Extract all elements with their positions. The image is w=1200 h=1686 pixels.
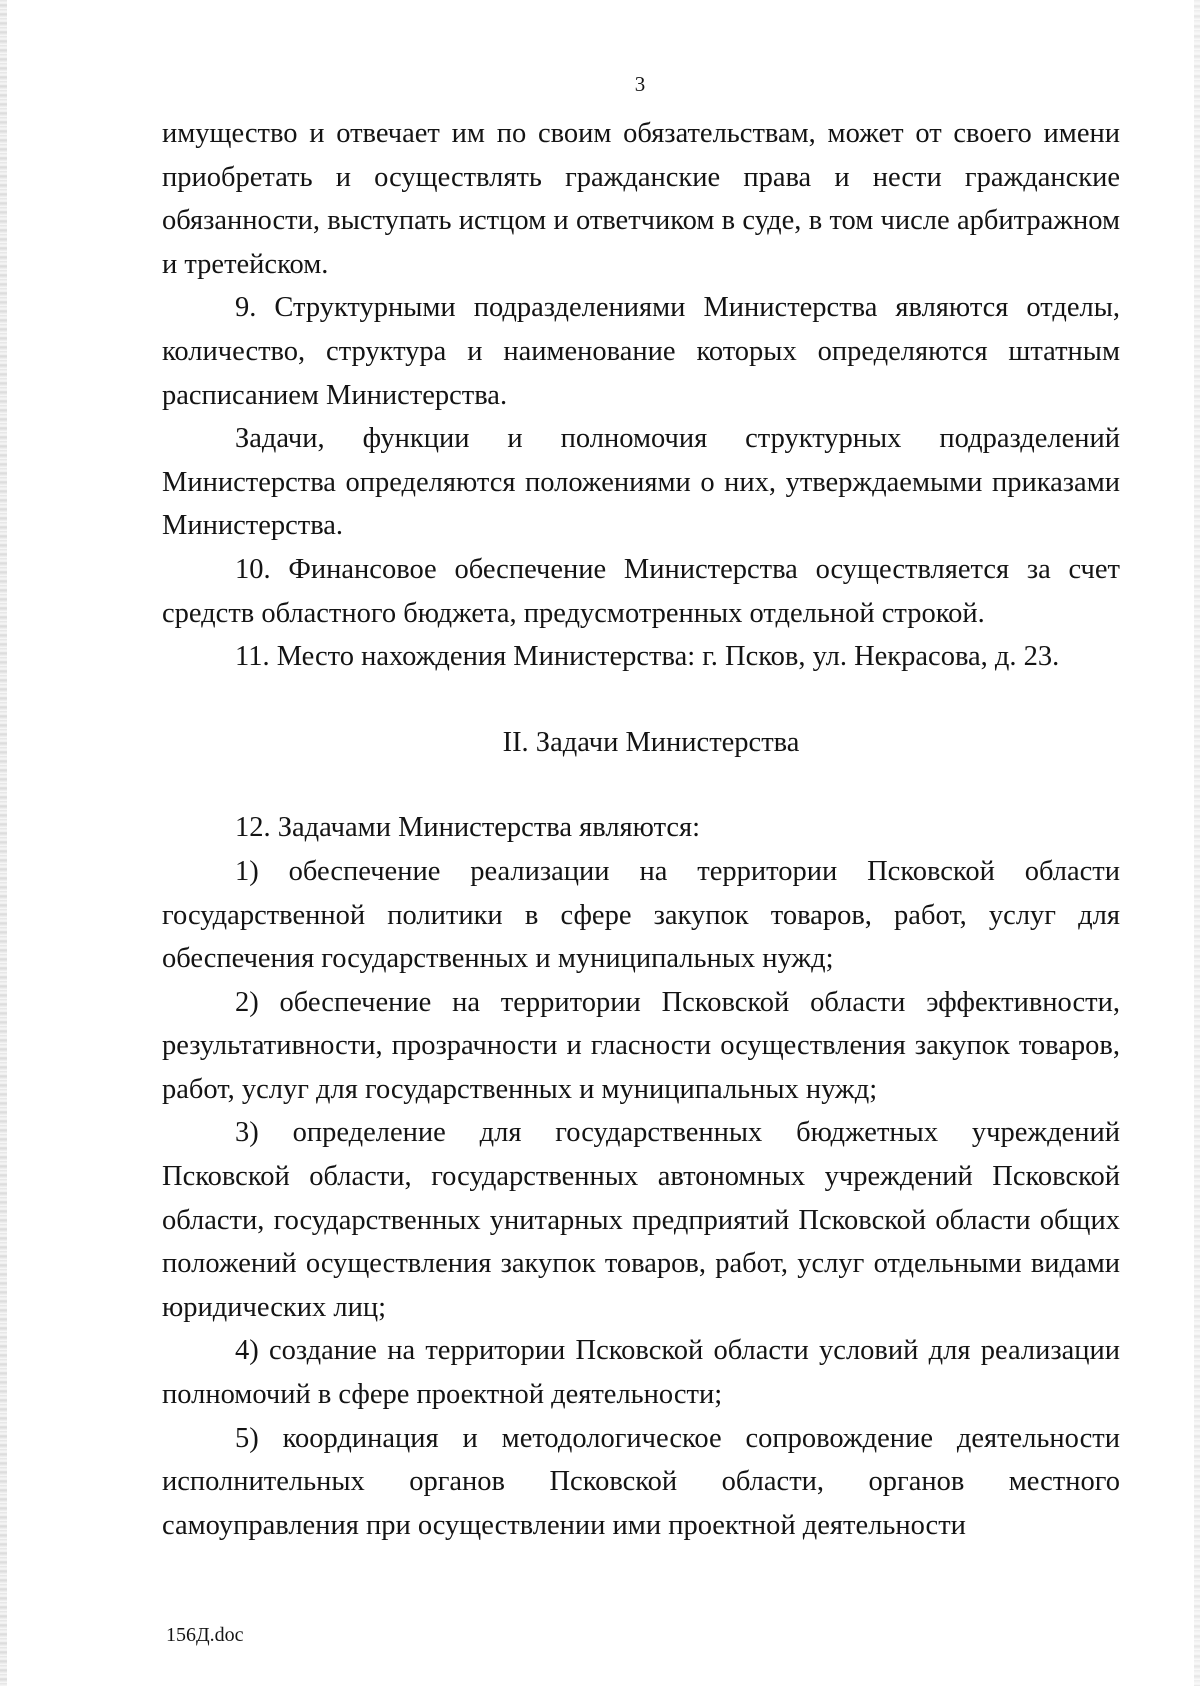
paragraph-subdivision-tasks: Задачи, функции и полномочия структурных подразделений Министерства определяются положениями о них, утверждаемыми приказами Министерства.	[162, 423, 1120, 542]
list-item-3: 3) определение для государственных бюджетных учреждений Псковской области, государственных автономных учреждений Псковской области, государственных унитарных предприятий Псковской области общих положений осуществления закупок товаров, работ, услуг отдельными видами юридических лиц;	[162, 1117, 1120, 1323]
list-item-5: 5) координация и методологическое сопровождение деятельности исполнительных органов Псковской области, органов местного самоуправления при осуществлении ими проектной деятельности	[162, 1422, 1120, 1541]
footer-filename: 156Д.doc	[166, 1624, 244, 1646]
list-item-1: 1) обеспечение реализации на территории Псковской области государственной политики в сфере закупок товаров, работ, услуг для обеспечения государственных и муниципальных нужд;	[162, 855, 1120, 975]
paragraph-item-9: 9. Структурными подразделениями Министерства являются отделы, количество, структура и наименование которых определяются штатным расписанием Министерства.	[162, 292, 1120, 411]
paragraph-continuation: имущество и отвечает им по своим обязательствам, может от своего имени приобретать и осуществлять гражданские права и нести гражданские обязанности, выступать истцом и ответчиком в суде, в том числе арбитражном и третейском.	[162, 118, 1120, 280]
section-heading: II. Задачи Министерства	[502, 726, 800, 758]
list-item-4: 4) создание на территории Псковской области условий для реализации полномочий в сфере проектной деятельности;	[162, 1335, 1120, 1411]
document-body	[162, 112, 1120, 1547]
page-number: 3	[634, 72, 646, 96]
scan-edge-right	[1194, 0, 1200, 1686]
list-item-2: 2) обеспечение на территории Псковской области эффективности, результативности, прозрачности и гласности осуществления закупок товаров, работ, услуг для государственных и муниципальных нужд;	[162, 986, 1120, 1105]
paragraph-item-11: 11. Место нахождения Министерства: г. Псков, ул. Некрасова, д. 23.	[235, 641, 1060, 673]
scan-edge-left	[0, 0, 7, 1686]
paragraph-item-12: 12. Задачами Министерства являются:	[235, 812, 701, 844]
paragraph-item-10: 10. Финансовое обеспечение Министерства осуществляется за счет средств областного бюджета, предусмотренных отдельной строкой.	[162, 553, 1120, 629]
